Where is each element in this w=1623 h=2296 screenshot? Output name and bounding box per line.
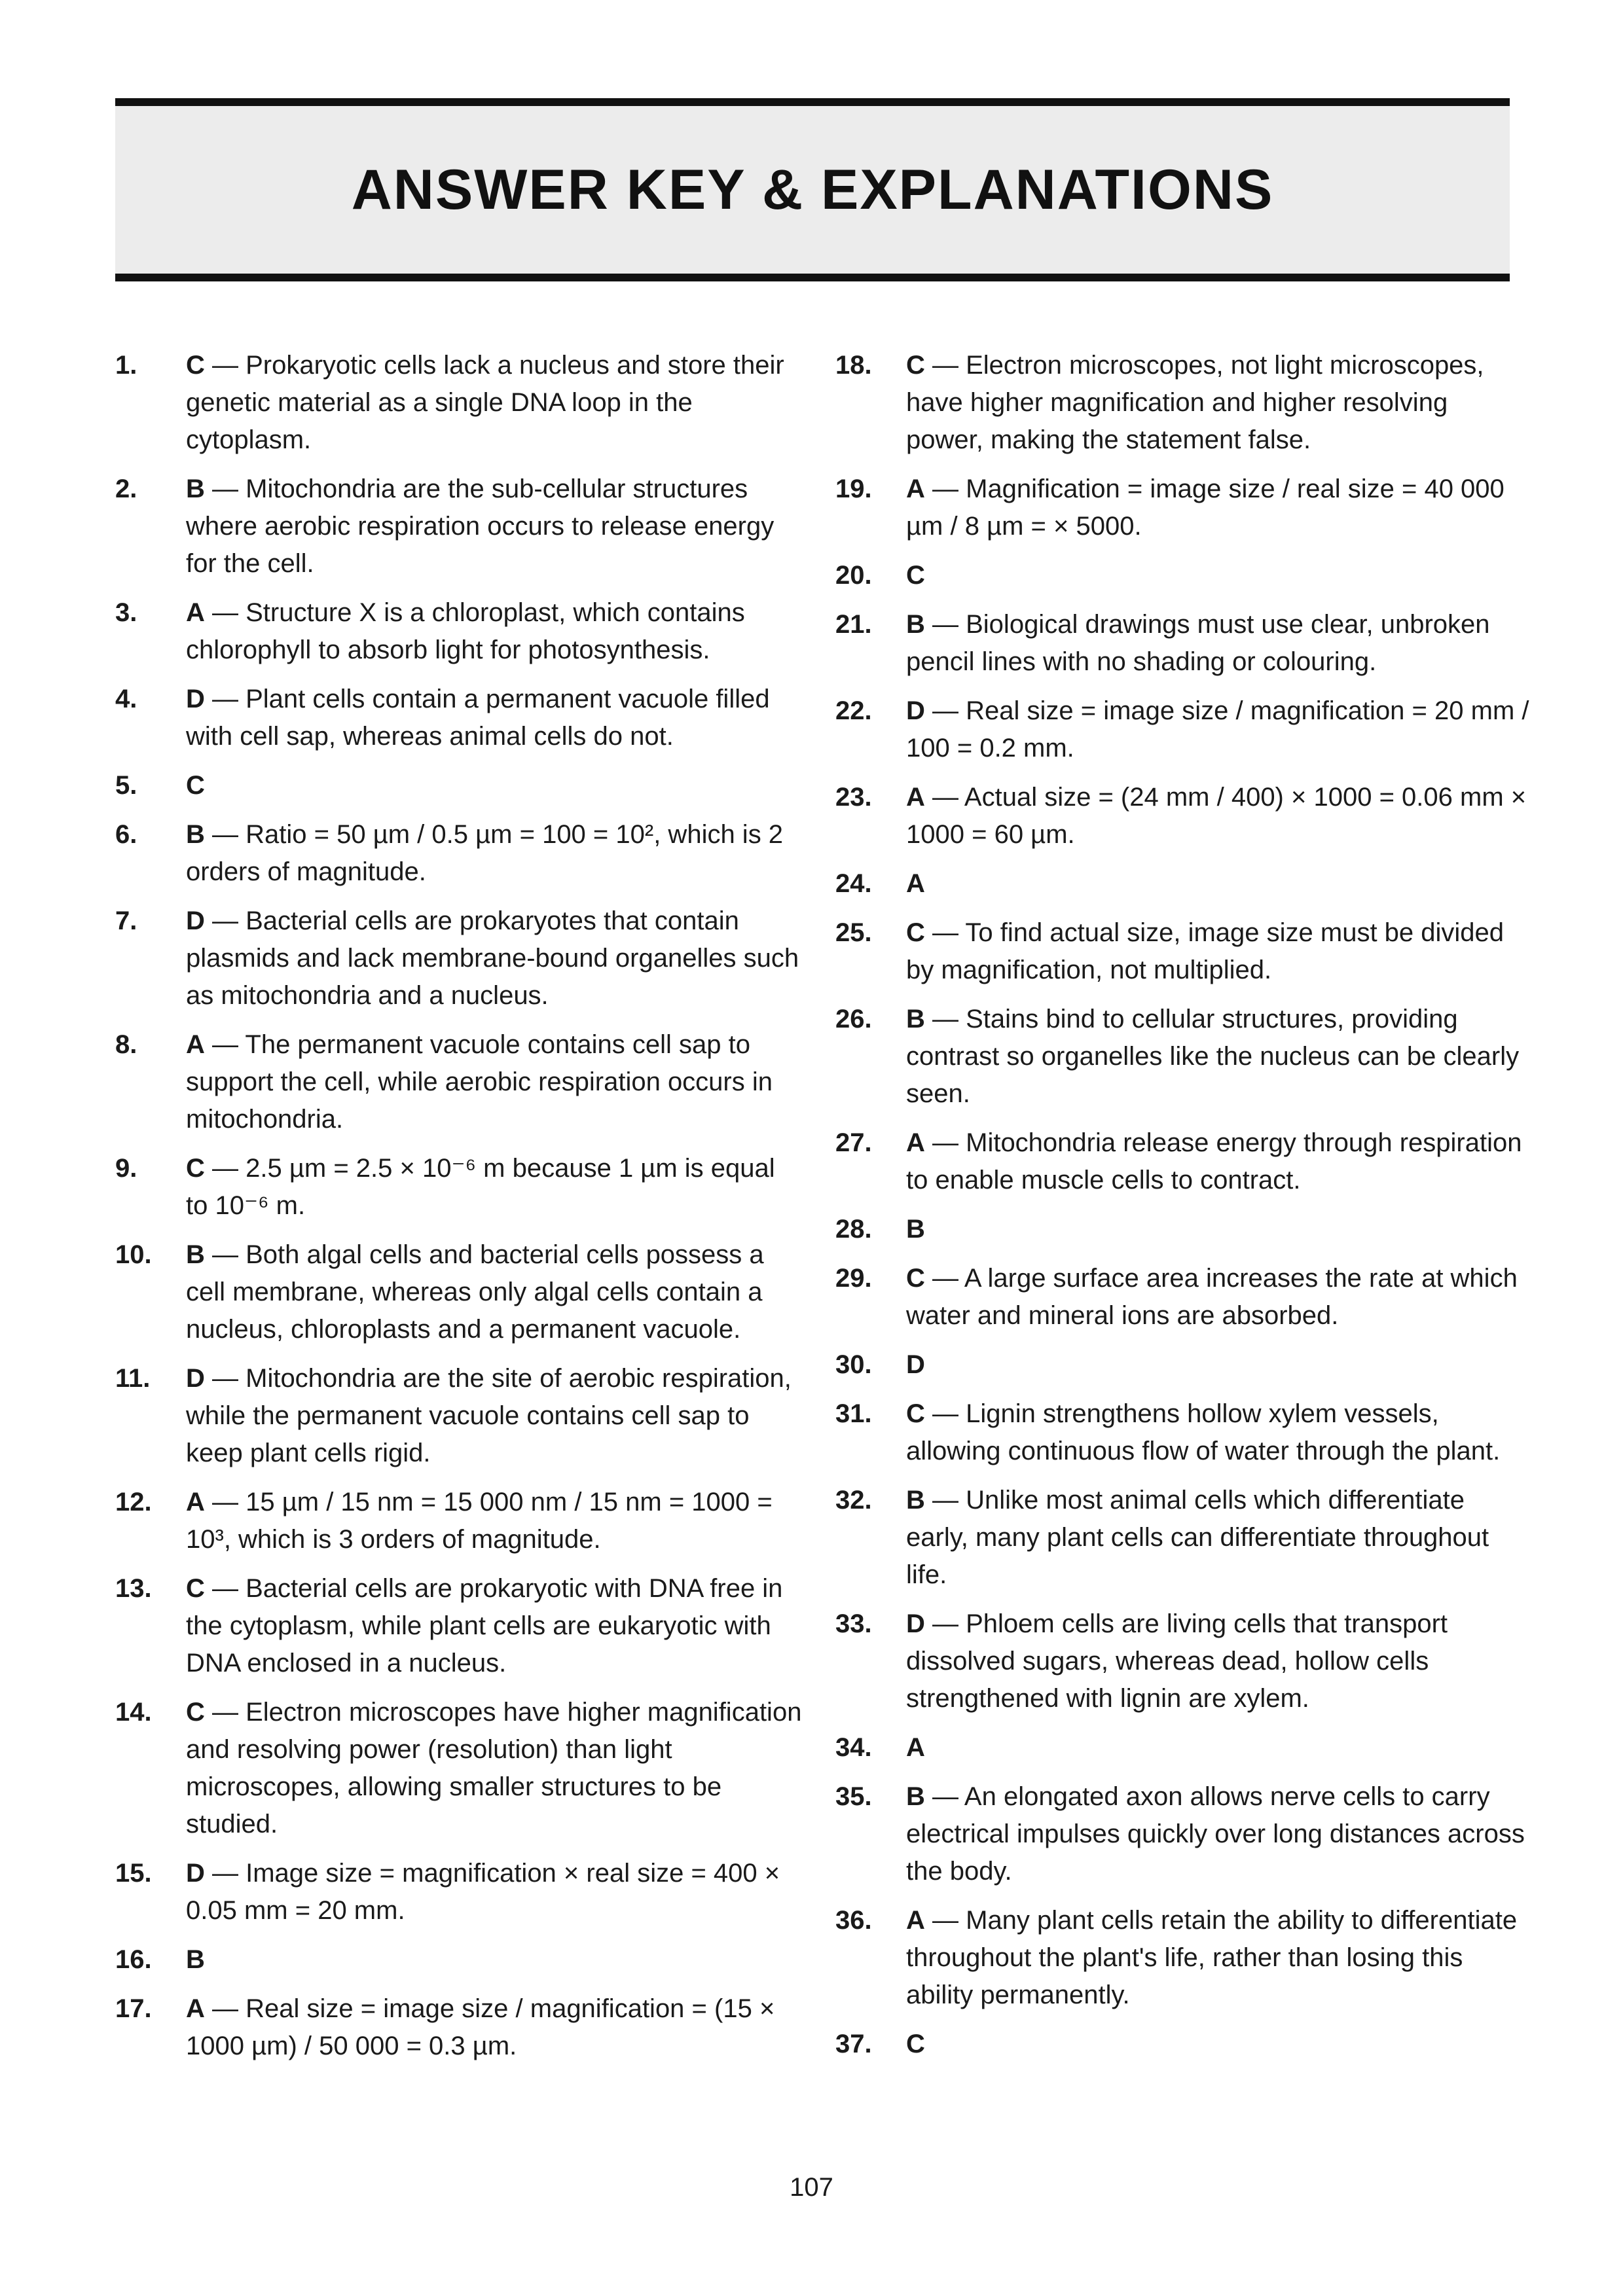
page-title: ANSWER KEY & EXPLANATIONS <box>351 158 1274 221</box>
answer-number: 26. <box>835 1005 872 1033</box>
answer-body <box>906 606 1529 681</box>
answer-letter: A <box>186 598 205 627</box>
answer-body <box>906 347 1529 459</box>
answer-item <box>835 1395 1529 1470</box>
answer-letter: D <box>186 1364 205 1393</box>
answer-item <box>835 557 1529 594</box>
answer-explanation: — Mitochondria are the site of aerobic respiration, while the permanent vacuole contains cell sap to keep plant cells rigid. <box>186 1364 792 1467</box>
answer-letter: C <box>186 1154 205 1183</box>
answer-body <box>906 1124 1529 1199</box>
answer-item <box>115 681 803 755</box>
answer-item <box>835 1778 1529 1890</box>
answer-number: 25. <box>835 918 872 947</box>
answer-number: 17. <box>115 1994 152 2023</box>
answer-body <box>186 1484 803 1558</box>
answer-number: 21. <box>835 610 872 639</box>
answer-body <box>906 1605 1529 1717</box>
answer-item <box>115 1990 803 2065</box>
answer-letter: B <box>186 820 205 849</box>
answer-body <box>906 1260 1529 1335</box>
answer-explanation: — Stains bind to cellular structures, providing contrast so organelles like the nucleus can be clearly seen. <box>906 1005 1520 1108</box>
answer-item <box>115 1360 803 1472</box>
answer-number: 36. <box>835 1906 872 1935</box>
answer-body <box>186 816 803 891</box>
answer-body <box>906 1778 1529 1890</box>
answer-number: 34. <box>835 1733 872 1762</box>
answer-letter: D <box>906 696 925 725</box>
answer-number: 30. <box>835 1350 872 1379</box>
answer-item <box>835 865 1529 903</box>
answer-body <box>906 1729 1529 1767</box>
answer-letter: C <box>906 918 925 947</box>
answer-number: 2. <box>115 475 137 503</box>
answer-letter: C <box>906 2030 925 2058</box>
answer-body <box>906 779 1529 853</box>
answer-body <box>186 594 803 669</box>
answer-body <box>906 2026 1529 2063</box>
answer-explanation: — 15 µm / 15 nm = 15 000 nm / 15 nm = 1000 = 10³, which is 3 orders of magnitude. <box>186 1488 773 1554</box>
answer-body <box>906 1395 1529 1470</box>
answer-item <box>115 903 803 1014</box>
answer-letter: B <box>906 1782 925 1811</box>
answer-body <box>906 1211 1529 1248</box>
answer-number: 6. <box>115 820 137 849</box>
answer-letter: B <box>186 1240 205 1269</box>
answer-body <box>906 1346 1529 1384</box>
answer-letter: C <box>186 1698 205 1727</box>
answer-number: 18. <box>835 351 872 380</box>
answer-item <box>835 2026 1529 2063</box>
answer-explanation: — Plant cells contain a permanent vacuole filled with cell sap, whereas animal cells do not. <box>186 685 770 751</box>
answer-letter: C <box>906 351 925 380</box>
answer-letter: C <box>186 771 205 800</box>
answer-number: 23. <box>835 783 872 812</box>
answer-explanation: — Mitochondria are the sub-cellular structures where aerobic respiration occurs to release energy for the cell. <box>186 475 775 578</box>
answer-number: 31. <box>835 1399 872 1428</box>
answer-letter: D <box>186 685 205 713</box>
answer-explanation: — Real size = image size / magnification = (15 × 1000 µm) / 50 000 = 0.3 µm. <box>186 1994 775 2060</box>
answer-item <box>835 347 1529 459</box>
answer-body <box>186 1694 803 1843</box>
answer-body <box>186 681 803 755</box>
answer-number: 35. <box>835 1782 872 1811</box>
answer-body <box>186 903 803 1014</box>
answer-body <box>906 692 1529 767</box>
answer-item <box>115 594 803 669</box>
answer-explanation: — Magnification = image size / real size = 40 000 µm / 8 µm = × 5000. <box>906 475 1504 541</box>
answer-explanation: — Biological drawings must use clear, unbroken pencil lines with no shading or colouring. <box>906 610 1490 676</box>
answer-item <box>115 1236 803 1348</box>
answer-number: 33. <box>835 1609 872 1638</box>
answer-body <box>186 347 803 459</box>
answer-explanation: — Electron microscopes, not light microscopes, have higher magnification and higher resolving power, making the statement false. <box>906 351 1484 454</box>
answer-explanation: — To find actual size, image size must be divided by magnification, not multiplied. <box>906 918 1504 984</box>
title-banner <box>115 98 1510 281</box>
answer-explanation: — Unlike most animal cells which differentiate early, many plant cells can differentiate throughout life. <box>906 1486 1489 1589</box>
answer-item <box>835 606 1529 681</box>
answer-body <box>186 767 803 804</box>
answer-item <box>835 1902 1529 2014</box>
answer-explanation: — Many plant cells retain the ability to differentiate throughout the plant's life, rather than losing this ability permanently. <box>906 1906 1518 2009</box>
answer-number: 27. <box>835 1128 872 1157</box>
answer-explanation: — Prokaryotic cells lack a nucleus and store their genetic material as a single DNA loop in the cytoplasm. <box>186 351 784 454</box>
answer-item <box>115 1484 803 1558</box>
answer-explanation: — 2.5 µm = 2.5 × 10⁻⁶ m because 1 µm is equal to 10⁻⁶ m. <box>186 1154 775 1220</box>
answer-item <box>835 1729 1529 1767</box>
answer-item <box>835 471 1529 545</box>
answer-letter: A <box>186 1488 205 1516</box>
answer-letter: D <box>906 1350 925 1379</box>
answer-letter: D <box>186 1859 205 1888</box>
answer-letter: A <box>906 783 925 812</box>
answer-item <box>115 1026 803 1138</box>
answer-explanation: — Both algal cells and bacterial cells possess a cell membrane, whereas only algal cells contain a nucleus, chloroplasts and a permanent vacuole. <box>186 1240 764 1344</box>
answer-item <box>835 1605 1529 1717</box>
answer-letter: D <box>186 906 205 935</box>
answer-explanation: — Bacterial cells are prokaryotes that contain plasmids and lack membrane-bound organelles such as mitochondria and a nucleus. <box>186 906 799 1010</box>
answer-number: 24. <box>835 869 872 898</box>
answer-number: 22. <box>835 696 872 725</box>
answer-body <box>906 471 1529 545</box>
answer-letter: B <box>906 1005 925 1033</box>
answer-letter: C <box>906 561 925 590</box>
answer-explanation: — An elongated axon allows nerve cells to carry electrical impulses quickly over long distances across the body. <box>906 1782 1525 1886</box>
answer-letter: B <box>186 475 205 503</box>
answer-letter: A <box>906 1128 925 1157</box>
answer-number: 15. <box>115 1859 152 1888</box>
answer-letter: C <box>906 1264 925 1293</box>
answer-number: 8. <box>115 1030 137 1059</box>
answer-number: 10. <box>115 1240 152 1269</box>
answer-body <box>906 1902 1529 2014</box>
answer-body <box>906 1482 1529 1594</box>
answer-item <box>835 1260 1529 1335</box>
answer-letter: B <box>906 610 925 639</box>
answer-number: 29. <box>835 1264 872 1293</box>
answer-number: 4. <box>115 685 137 713</box>
answer-letter: A <box>186 1994 205 2023</box>
answer-number: 20. <box>835 561 872 590</box>
answer-letter: C <box>906 1399 925 1428</box>
answer-number: 7. <box>115 906 137 935</box>
answer-item <box>115 767 803 804</box>
answer-body <box>186 1990 803 2065</box>
answer-number: 28. <box>835 1215 872 1244</box>
answer-item <box>115 1694 803 1843</box>
answer-explanation: — Actual size = (24 mm / 400) × 1000 = 0.06 mm × 1000 = 60 µm. <box>906 783 1527 849</box>
answer-letter: C <box>186 1574 205 1603</box>
answer-item <box>835 1346 1529 1384</box>
answer-letter: A <box>186 1030 205 1059</box>
answer-body <box>906 557 1529 594</box>
answer-item <box>115 1941 803 1979</box>
answer-explanation: — Electron microscopes have higher magnification and resolving power (resolution) than light microscopes, allowing smaller structures to be studied. <box>186 1698 802 1839</box>
answer-item <box>835 1482 1529 1594</box>
answers-column-right <box>835 347 1529 2075</box>
answer-explanation: — Image size = magnification × real size = 400 × 0.05 mm = 20 mm. <box>186 1859 780 1925</box>
answer-item <box>115 816 803 891</box>
answer-number: 3. <box>115 598 137 627</box>
answer-number: 32. <box>835 1486 872 1515</box>
answer-number: 1. <box>115 351 137 380</box>
answer-letter: A <box>906 1906 925 1935</box>
answer-item <box>115 347 803 459</box>
answer-number: 9. <box>115 1154 137 1183</box>
answer-body <box>906 865 1529 903</box>
answer-letter: A <box>906 1733 925 1762</box>
answer-letter: B <box>906 1486 925 1515</box>
answer-letter: A <box>906 869 925 898</box>
answer-body <box>186 471 803 583</box>
answer-body <box>186 1026 803 1138</box>
answer-number: 37. <box>835 2030 872 2058</box>
answer-item <box>115 1150 803 1225</box>
answer-number: 5. <box>115 771 137 800</box>
answer-explanation: — Bacterial cells are prokaryotic with DNA free in the cytoplasm, while plant cells are eukaryotic with DNA enclosed in a nucleus. <box>186 1574 783 1677</box>
answer-explanation: — Real size = image size / magnification = 20 mm / 100 = 0.2 mm. <box>906 696 1529 762</box>
answer-body <box>186 1360 803 1472</box>
answer-number: 19. <box>835 475 872 503</box>
answer-explanation: — The permanent vacuole contains cell sap to support the cell, while aerobic respiration occurs in mitochondria. <box>186 1030 773 1134</box>
answer-letter: C <box>186 351 205 380</box>
answer-item <box>115 1570 803 1682</box>
answer-body <box>186 1236 803 1348</box>
answer-body <box>906 1001 1529 1113</box>
page-number: 107 <box>790 2173 833 2202</box>
answer-body <box>906 914 1529 989</box>
answer-explanation: — Ratio = 50 µm / 0.5 µm = 100 = 10², which is 2 orders of magnitude. <box>186 820 784 886</box>
answer-item <box>835 1211 1529 1248</box>
answer-explanation: — Structure X is a chloroplast, which contains chlorophyll to absorb light for photosynthesis. <box>186 598 745 664</box>
answers-column-left <box>115 347 803 2077</box>
answer-number: 13. <box>115 1574 152 1603</box>
answer-body <box>186 1570 803 1682</box>
answer-number: 12. <box>115 1488 152 1516</box>
answer-letter: D <box>906 1609 925 1638</box>
answer-number: 14. <box>115 1698 152 1727</box>
answer-item <box>115 1855 803 1929</box>
answer-letter: B <box>186 1945 205 1974</box>
answer-explanation: — Lignin strengthens hollow xylem vessels, allowing continuous flow of water through the plant. <box>906 1399 1501 1465</box>
answer-explanation: — A large surface area increases the rate at which water and mineral ions are absorbed. <box>906 1264 1518 1330</box>
answer-body <box>186 1941 803 1979</box>
answer-body <box>186 1150 803 1225</box>
answer-item <box>835 692 1529 767</box>
answer-item <box>835 1001 1529 1113</box>
answer-letter: A <box>906 475 925 503</box>
answer-explanation: — Phloem cells are living cells that transport dissolved sugars, whereas dead, hollow cells strengthened with lignin are xylem. <box>906 1609 1448 1713</box>
answer-number: 11. <box>115 1364 151 1393</box>
answer-number: 16. <box>115 1945 152 1974</box>
answer-item <box>835 779 1529 853</box>
answer-item <box>115 471 803 583</box>
answer-body <box>186 1855 803 1929</box>
answer-explanation: — Mitochondria release energy through respiration to enable muscle cells to contract. <box>906 1128 1522 1194</box>
answer-item <box>835 1124 1529 1199</box>
answer-item <box>835 914 1529 989</box>
answer-letter: B <box>906 1215 925 1244</box>
